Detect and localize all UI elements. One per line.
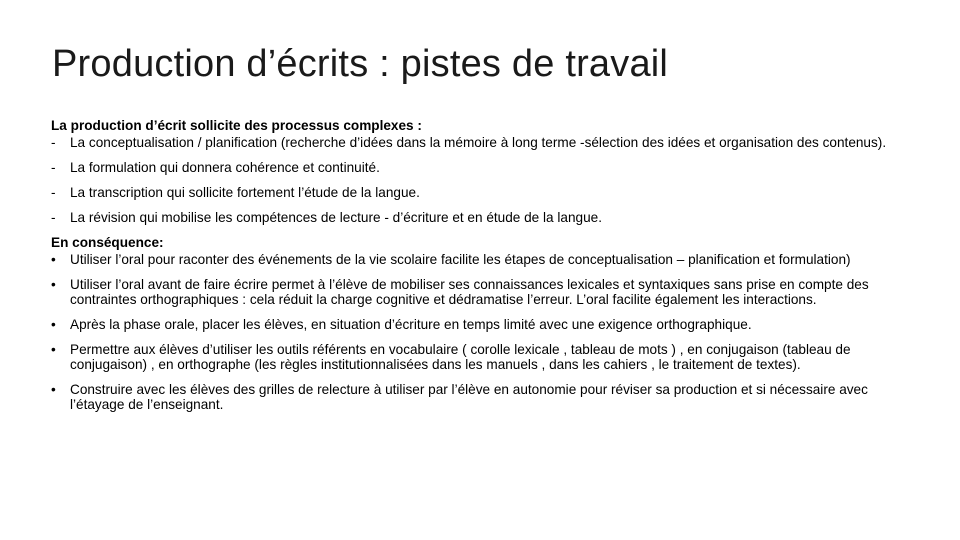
list-item bbox=[51, 135, 891, 150]
list-item-text: La formulation qui donnera cohérence et continuité. bbox=[70, 160, 380, 175]
list-item-text: Permettre aux élèves d’utiliser les outils référents en vocabulaire ( corolle lexicale , tableau de mots ) , en conjugaison (tableau de conjugaison) , en orthographe (les règles institutionnalisées dans les manuels , dans les cahiers , le traitement de textes). bbox=[70, 342, 851, 372]
list-item bbox=[51, 342, 891, 372]
list-item-text: La conceptualisation / planification (recherche d’idées dans la mémoire à long terme -sélection des idées et organisation des contenus). bbox=[70, 135, 887, 150]
list-item-text: Construire avec les élèves des grilles de relecture à utiliser par l’élève en autonomie pour réviser sa production et si nécessaire avec l’étayage de l’enseignant. bbox=[70, 382, 868, 412]
bullet-marker: • bbox=[51, 277, 56, 292]
list-item-text: Après la phase orale, placer les élèves, en situation d’écriture en temps limité avec une exigence orthographique. bbox=[70, 317, 752, 332]
slide-body bbox=[51, 118, 891, 422]
list-item bbox=[51, 252, 891, 267]
dash-marker: - bbox=[51, 135, 56, 150]
list-item bbox=[51, 277, 891, 307]
list-item-text: Utiliser l’oral pour raconter des événements de la vie scolaire facilite les étapes de conceptualisation – planification et formulation) bbox=[70, 252, 851, 267]
section-heading-consequence: En conséquence: bbox=[51, 235, 164, 250]
bullet-marker: • bbox=[51, 252, 56, 267]
list-item-text: La transcription qui sollicite fortement l’étude de la langue. bbox=[70, 185, 420, 200]
dash-marker: - bbox=[51, 185, 56, 200]
list-item-text: La révision qui mobilise les compétences de lecture - d’écriture et en étude de la langue. bbox=[70, 210, 602, 225]
bullet-marker: • bbox=[51, 317, 56, 332]
bullet-marker: • bbox=[51, 342, 56, 357]
list-item bbox=[51, 210, 891, 225]
section-heading-processus: La production d’écrit sollicite des processus complexes : bbox=[51, 118, 422, 133]
slide-title: Production d’écrits : pistes de travail bbox=[52, 43, 669, 85]
bullet-marker: • bbox=[51, 382, 56, 397]
list-item bbox=[51, 382, 891, 412]
list-item-text: Utiliser l’oral avant de faire écrire permet à l’élève de mobiliser ses connaissances lexicales et syntaxiques sans prise en compte des contraintes orthographiques : cela réduit la charge cognitive et dédramatise l’erreur. L’oral facilite également les interactions. bbox=[70, 277, 869, 307]
dash-marker: - bbox=[51, 210, 56, 225]
list-item bbox=[51, 160, 891, 175]
dash-marker: - bbox=[51, 160, 56, 175]
list-item bbox=[51, 317, 891, 332]
list-item bbox=[51, 185, 891, 200]
